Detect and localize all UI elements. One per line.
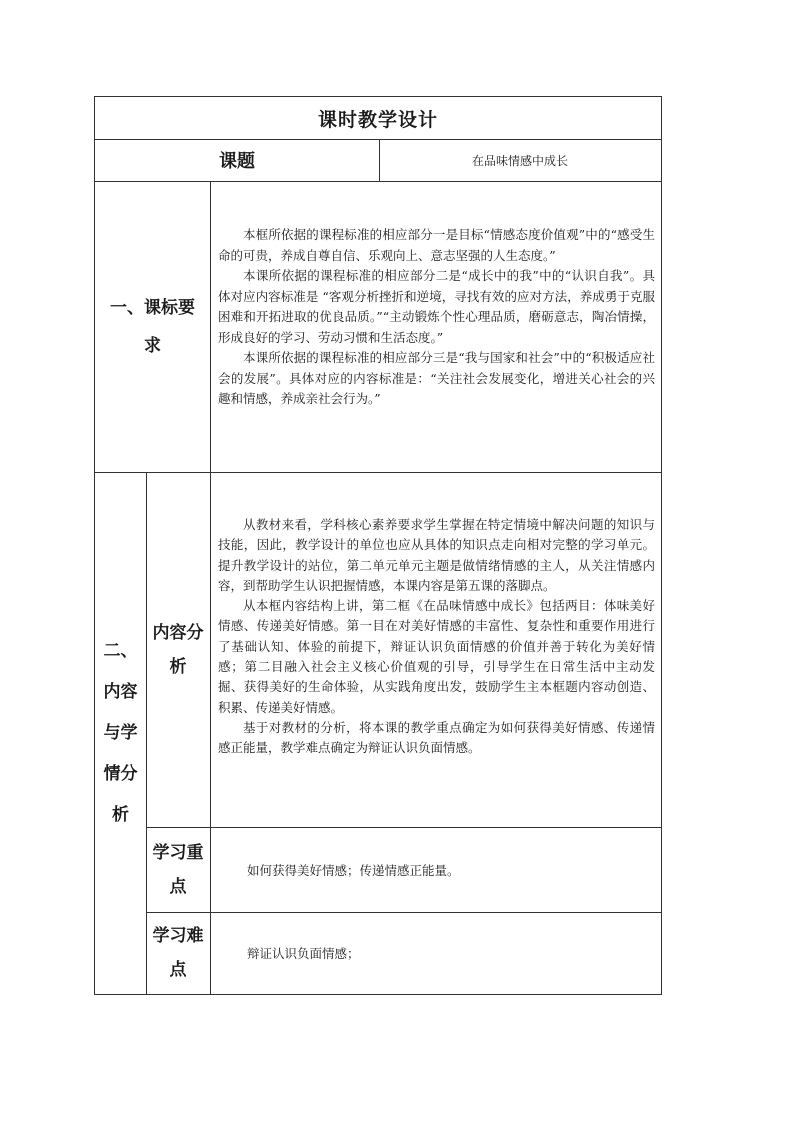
curriculum-standard-label: 一、课标要求 <box>110 297 195 356</box>
lesson-design-table <box>94 96 662 995</box>
topic-label: 课题 <box>219 151 255 172</box>
content-analysis-text <box>210 472 661 827</box>
paragraph: 从教材来看，学科核心素养要求学生掌握在特定情境中解决问题的知识与技能，因此，教学设计的单位也应从具体的知识点走向相对完整的学习单元。提升教学设计的站位，第二单元单元主题是做情绪情感的主人，从关注情感内容，到帮助学生认识把握情感，本课内容是第五课的落脚点。 <box>218 517 655 593</box>
difficulties-text: 辩证认识负面情感； <box>247 946 360 961</box>
key-points-text: 如何获得美好情感；传递情感正能量。 <box>247 862 460 878</box>
paragraph: 基于对教材的分析，将本课的教学重点确定为如何获得美好情感、传递情感正能量，教学难点确定为辩证认识负面情感。 <box>218 719 655 756</box>
content-analysis-label: 内容分析 <box>152 622 204 677</box>
difficulties-label: 学习难点 <box>152 926 204 980</box>
curriculum-standard-text <box>210 181 661 472</box>
paragraph: 本课所依据的课程标准的相应部分二是“成长中的我”中的“认识自我”。具体对应内容标准是 “客观分析挫折和逆境，寻找有效的应对方法，养成勇于克服困难和开拓进取的优良品质。”“主动锻炼个性心理品质，磨砺意志，陶冶情操，形成良好的学习、劳动习惯和生活态度。” <box>218 268 655 345</box>
key-points-label: 学习重点 <box>152 842 204 897</box>
paragraph: 本框所依据的课程标准的相应部分一是目标“情感态度价值观”中的“感受生命的可贵，养成自尊自信、乐观向上、意志坚强的人生态度。” <box>218 227 655 263</box>
paragraph: 本课所依据的课程标准的相应部分三是“我与国家和社会”中的“积极适应社会的发展”。具体对应的内容标准是：“关注社会发展变化，增进关心社会的兴趣和情感，养成亲社会行为。” <box>218 350 655 406</box>
topic-value: 在品味情感中成长 <box>471 153 568 168</box>
content-analysis-section-label: 二、内容与学情分析 <box>103 640 138 825</box>
table-title: 课时教学设计 <box>317 108 438 131</box>
paragraph: 从本框内容结构上讲，第二框《在品味情感中成长》包括两目：体味美好情感、传递美好情感。第一目在对美好情感的丰富性、复杂性和重要作用进行了基础认知、体验的前提下，辩证认识负面情感的价值并善于转化为美好情感；第二目融入社会主义核心价值观的引导，引导学生在日常生活中主动发掘、获得美好的生命体验，从实践角度出发，鼓励学生主本框题内容动创造、积累、传递美好情感。 <box>218 598 655 715</box>
